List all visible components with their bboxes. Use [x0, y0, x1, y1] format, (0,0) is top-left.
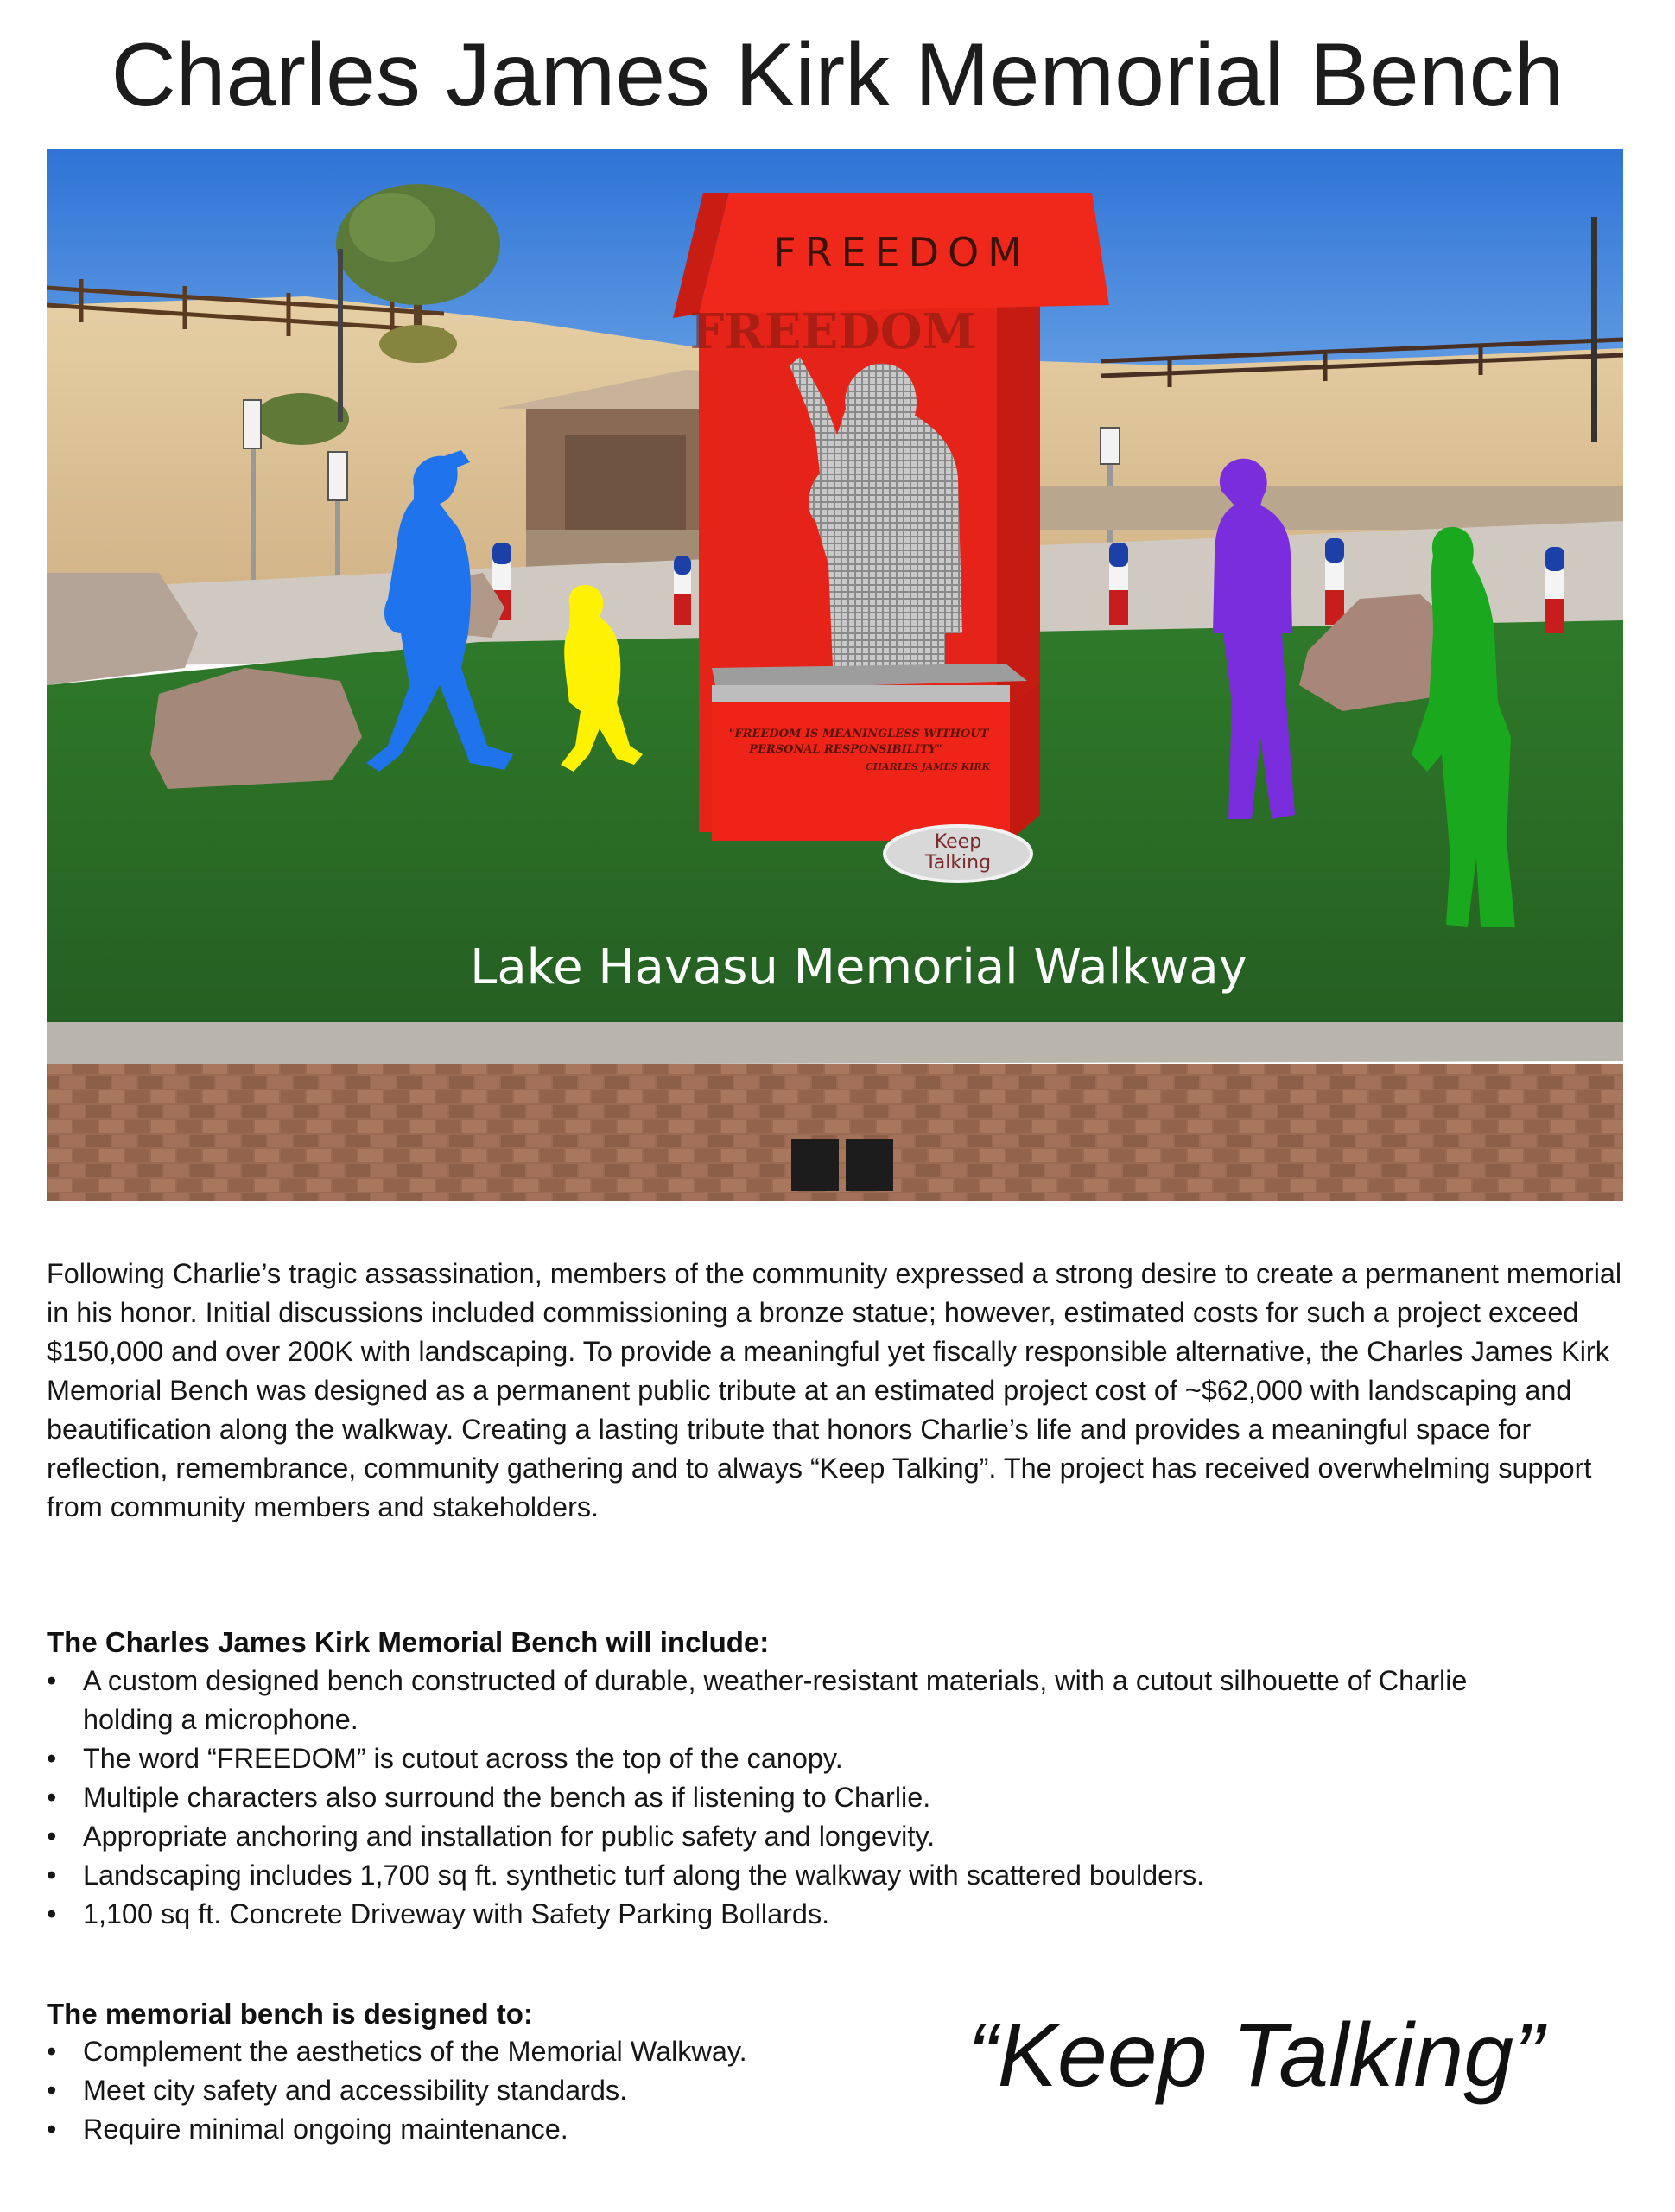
bench-plaque-line2: PERSONAL RESPONSIBILITY" [749, 743, 942, 756]
keep-talking-quote: “Keep Talking” [968, 2005, 1544, 2106]
list-item: • Multiple characters also surround the bench as if listening to Charlie. [47, 1778, 1532, 1817]
intro-paragraph: Following Charlie’s tragic assassination, members of the community expressed a strong desire to create a permanent memorial in his honor. Initial discussions included commissioning a bronze statue; however, estimated costs for such a project exceed $150,000 and over 200K with landscaping. To provide a meaningful yet fiscally responsible alternative, the Charles James Kirk Memorial Bench was designed as a permanent public tribute at an estimated project cost of ~$62,000 with landscaping and beautification along the walkway. Creating a lasting tribute that honors Charlie’s life and provides a meaningful space for reflection, remembrance, community gathering and to always “Keep Talking”. The project has received overwhelming support from community members and stakeholders. [47, 1258, 1622, 1522]
canopy-shadow-text: FREEDOM [689, 303, 976, 360]
parking-sign [328, 452, 347, 500]
list-item: • Complement the aesthetics of the Memorial Walkway. [47, 2032, 910, 2071]
memorial-rendering-image [47, 149, 1623, 1201]
list-item: • A custom designed bench constructed of durable, weather-resistant materials, with a cutout silhouette of Charlie holding a microphone. [47, 1662, 1551, 1739]
designed-to-heading: The memorial bench is designed to: [47, 1998, 533, 2030]
bench-plaque-line3: CHARLES JAMES KIRK [865, 761, 991, 772]
desert-shrub [254, 393, 349, 445]
list-item: • Meet city safety and accessibility standards. [47, 2071, 910, 2110]
memorial-engraved-brick [846, 1139, 893, 1191]
includes-list [47, 1662, 1532, 1934]
list-item: • Appropriate anchoring and installation for public safety and longevity. [47, 1817, 1532, 1856]
canopy-text: FREEDOM [773, 229, 1031, 276]
disc-text-line1: Keep [934, 831, 982, 853]
designed-to-list [47, 2032, 910, 2149]
light-pole [338, 249, 343, 422]
concrete-curb [47, 1022, 1623, 1065]
light-pole [1591, 217, 1597, 442]
list-item: • The word “FREEDOM” is cutout across the top of the canopy. [47, 1739, 1532, 1778]
parking-sign [1101, 428, 1120, 464]
desert-shrub [379, 325, 457, 363]
page-title: Charles James Kirk Memorial Bench [111, 25, 1564, 125]
list-item: • 1,100 sq ft. Concrete Driveway with Safety Parking Bollards. [47, 1895, 1532, 1934]
list-item: • Require minimal ongoing maintenance. [47, 2110, 910, 2149]
bench-plaque-line1: "FREEDOM IS MEANINGLESS WITHOUT [728, 728, 989, 741]
disc-text-line2: Talking [924, 852, 992, 874]
includes-heading: The Charles James Kirk Memorial Bench will include: [47, 1626, 770, 1658]
walkway-caption: Lake Havasu Memorial Walkway [470, 939, 1247, 995]
list-item: • Landscaping includes 1,700 sq ft. synthetic turf along the walkway with scattered boulders. [47, 1856, 1532, 1895]
parking-sign [244, 400, 261, 448]
memorial-engraved-brick [791, 1139, 839, 1191]
